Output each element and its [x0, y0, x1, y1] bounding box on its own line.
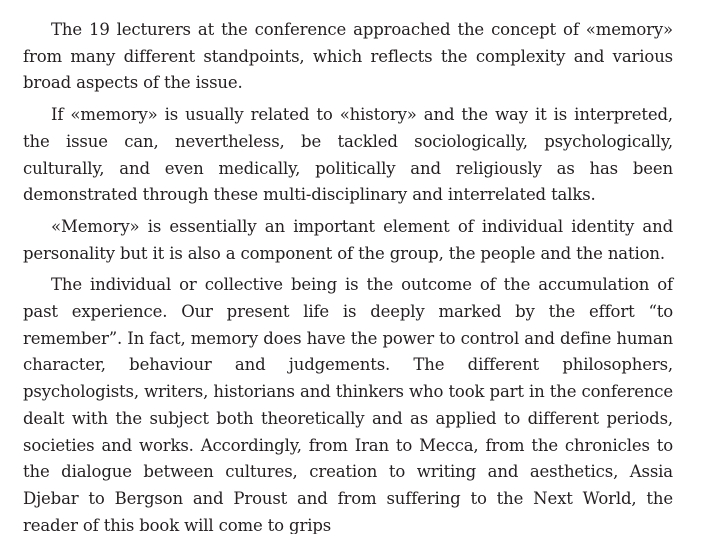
paragraph-memory-identity: «Memory» is essentially an important element of individual identity and personality but it is also a component of the group, the people and the nation.: [23, 216, 673, 263]
paragraph-memory-history: If «memory» is usually related to «history» and the way it is interpreted, the issue can, nevertheless, be tackled sociologically, psychologically, culturally, and even medically, politically and religiously as has been demonstrated through these multi-disciplinary and interrelated talks.: [23, 105, 673, 205]
paragraph-lecturers: The 19 lecturers at the conference approached the concept of «memory» from many different standpoints, which reflects the complexity and various broad aspects of the issue.: [23, 20, 673, 93]
paragraph-collective-being: The individual or collective being is the outcome of the accumulation of past experience. Our present life is deeply marked by the effort “to remember”. In fact, memory does have the power to control and define human character, behaviour and judgements. The different philosophers, psychologists, writers, historians and thinkers who took part in the conference dealt with the subject both theoretically and as applied to different periods, societies and works. Accordingly, from Iran to Mecca, from the chronicles to the dialogue between cultures, creation to writing and aesthetics, Assia Djebar to Bergson and Proust and from suffering to the Next World, the reader of this book will come to grips: [23, 275, 673, 534]
